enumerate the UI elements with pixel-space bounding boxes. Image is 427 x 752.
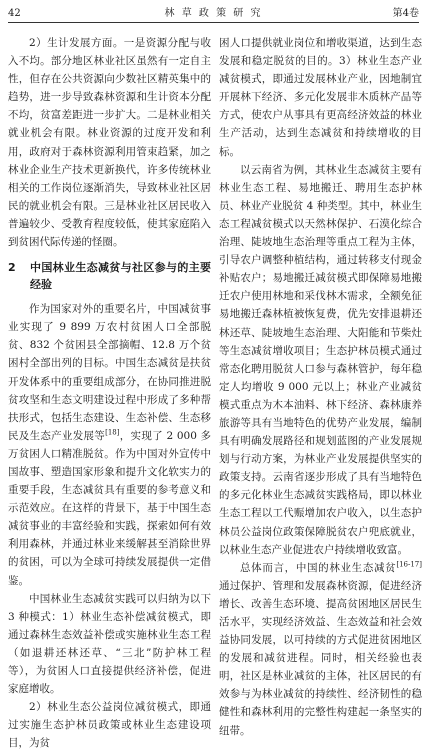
paragraph-text: 通过保护、管理和发展森林资源，促进经济增长、改善生态环境、提高贫困地区居民生活水平，实现经济效益、生态效益和社会效益协同发展，以可持续的方式促进贫困地区的发展和减贫进程。同时，相关经验也表明，社区是林业减贫的主体，社区居民的有效参与为林业减贫的持续性、经济韧性的稳健性和森林利用的完整性构建起一条坚实的纽带。 xyxy=(219,579,422,737)
left-column xyxy=(8,34,211,752)
page-number: 42 xyxy=(8,8,21,19)
paragraph-text: ，实现了 2 000 多万贫困人口精准脱贫。作为中国对外宣传中国故事、塑造国家形象和提升文化软实力的重要手段，生态减贫具有重要的参考意义和示范效应。在这样的背景下，基于中国生态减贫事业的丰富经验和实践，探索如何有效利用森林，并通过林业来缓解甚至消除世界的贫困，可以为全球可持续发展提供一定借鉴。 xyxy=(8,429,211,587)
section-number: 2 xyxy=(8,261,16,275)
running-header xyxy=(8,6,419,23)
paragraph-continued: 困人口提供就业岗位和增收渠道，达到生态发展和稳定脱贫的目的。3）林业生态产业减贫模式，即通过发展林业产业，因地制宜开展林下经济、多元化发展非木质林产品等方式，使农户从事具有更高经济效益的林业生产活动，达到生态减贫和持续增收的目标。 xyxy=(219,37,422,158)
citation-ref: [16-17] xyxy=(396,560,422,569)
volume-label: 第4卷 xyxy=(392,8,419,19)
paragraph-yunnan-example: 以云南省为例，其林业生态减贫主要有林业生态工程、易地搬迁、聘用生态护林员、林业产业脱贫 4 种类型。其中，林业生态工程减贫模式以天然林保护、石漠化综合治理、陡坡地生态治理等重点工程为主体，引导农户调整种植结构，通过转移支付现金补贴农户；易地搬迁减贫模式即保障易地搬迁农户使用林地和采伐林木需求，全额免征易地搬迁森林植被恢复费，优先安排退耕还林还草、陡坡地生态治理、大阳能和节柴灶等生态减贫增收项目；生态护林员模式通过常态化聘用脱贫人口参与森林管护，每年稳定人均增收 9 000 元以上；林业产业减贫模式重点为木本油料、林下经济、森林康养旅游等具有当地特色的优势产业发展，编制具有明确发展路径和规划蓝图的产业发展规划与行动方案，为林业产业发展提供坚实的政策支持。云南省逐步形成了具有当地特色的多元化林业生态减贫实践格局，即以林业生态工程以工代赈增加农户收入，以生态护林员公益岗位政策保障脱贫农户兜底就业，以林业生态产业促进农户持续增收致富。 xyxy=(219,163,422,556)
journal-title: 林 草 政 策 研 究 xyxy=(164,8,263,19)
paragraph-model-two: 2）林业生态公益岗位减贫模式，即通过实施生态护林员政策或林业生态建设项目，为贫 xyxy=(8,701,211,750)
section-title: 中国林业生态减贫与社区参与的主要经验 xyxy=(30,261,211,292)
paragraph-summary xyxy=(219,559,422,740)
paragraph-text: 总体而言，中国的林业生态减贫 xyxy=(240,561,397,574)
paragraph-text: 作为国家对外的重要名片，中国减贫事业实现了 9 899 万农村贫困人口全部脱贫、832 个贫困县全部摘帽、12.8 万个贫困村全部出列的目标。中国生态减贫是扶贫开发体系中的重要组成部分，在协同推进脱贫攻坚和生态文明建设过程中形成了多种帮扶形式，包括生态建设、生态补偿、生态移民及生态产业发展等 xyxy=(8,303,211,442)
section-heading xyxy=(8,259,211,293)
citation-ref: [18] xyxy=(105,428,120,437)
paragraph-national-achievement xyxy=(8,300,211,590)
right-column xyxy=(219,34,422,740)
paragraph-livelihood: 2）生计发展方面。一是资源分配与收入不均。部分地区林业社区虽然有一定自主性，但存在公共资源向少数社区精英集中的趋势，进一步导致森林资源和生计资本分配不均，贫富差距进一步扩大。二是林业相关就业机会有限。林业资源的过度开发和利用，政府对于森林资源利用管束趋紧，加之林业企业生产技术更新换代，许多传统林业相关的工作岗位逐渐消失，导致林业社区居民的就业机会有限。三是林业社区居民收入普遍较少、受教育程度较低，使其家庭陷入到贫困代际传递的怪圈。 xyxy=(8,37,211,249)
paragraph-three-models: 中国林业生态减贫实践可以归纳为以下 3 种模式：1）林业生态补偿减贫模式，即通过森林生态效益补偿或实施林业生态工程（如退耕还林还草、“三北”防护林工程等），为贫困人口直接提供经济补偿，促进家庭增收。 xyxy=(8,592,211,696)
